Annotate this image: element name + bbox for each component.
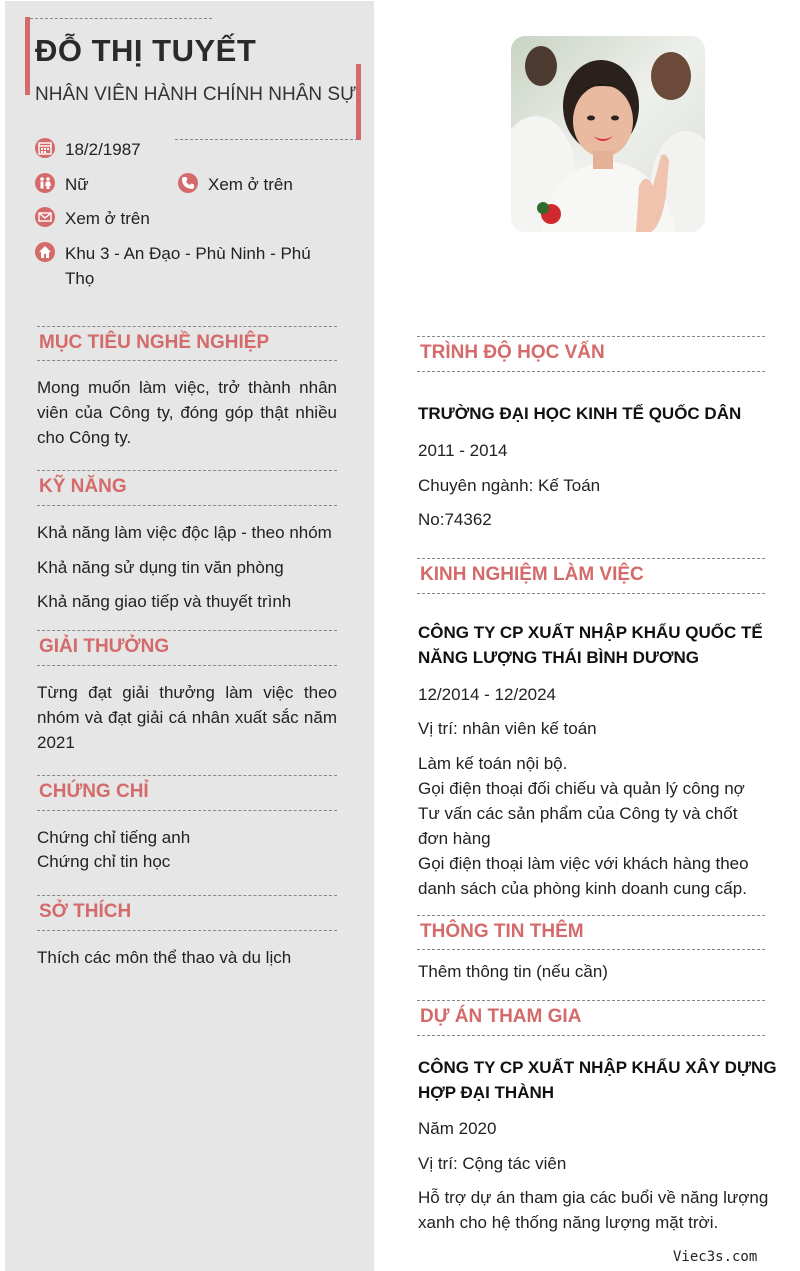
company-line: HỢP ĐẠI THÀNH — [418, 1083, 555, 1102]
experience-company — [418, 620, 763, 670]
projects-heading: DỰ ÁN THAM GIA — [420, 1006, 582, 1027]
additional-heading: THÔNG TIN THÊM — [420, 921, 584, 942]
divider — [37, 930, 337, 931]
divider — [37, 326, 337, 327]
phone-icon — [178, 173, 198, 193]
divider — [417, 1035, 765, 1036]
divider — [37, 360, 337, 361]
divider — [417, 915, 765, 916]
email-value: Xem ở trên — [65, 209, 150, 228]
project-description — [418, 1185, 768, 1235]
divider — [37, 630, 337, 631]
experience-period: 12/2014 - 12/2024 — [418, 685, 557, 704]
objective-line: Mong muốn làm việc, trở thành nhân — [37, 378, 337, 397]
mail-icon — [35, 207, 55, 227]
hobbies-text: Thích các môn thể thao và du lịch — [37, 948, 292, 967]
awards-text — [37, 680, 337, 755]
dob-value: 18/2/1987 — [65, 140, 141, 159]
experience-position: Vị trí: nhân viên kế toán — [418, 719, 597, 738]
skill-item: Khả năng làm việc độc lập - theo nhóm — [37, 523, 332, 542]
education-heading: TRÌNH ĐỘ HỌC VẤN — [420, 342, 605, 363]
objective-text — [37, 375, 337, 450]
header-divider-top — [30, 18, 212, 19]
awards-line: nhóm và đạt giải cá nhân xuất sắc năm — [37, 708, 337, 727]
gender-value: Nữ — [65, 175, 89, 194]
header-accent-bar-right — [356, 64, 361, 140]
divider — [417, 1000, 765, 1001]
divider — [417, 336, 765, 337]
school-name: TRƯỜNG ĐẠI HỌC KINH TẾ QUỐC DÂN — [418, 404, 742, 423]
duty-line: Tư vấn các sản phẩm của Công ty và chốt — [418, 804, 738, 823]
description-line: xanh cho hệ thống năng lượng mặt trời. — [418, 1213, 719, 1232]
company-line: CÔNG TY CP XUẤT NHẬP KHẨU QUỐC TẾ — [418, 623, 763, 642]
divider — [37, 665, 337, 666]
objective-line: cho Công ty. — [37, 428, 132, 447]
description-line: Hỗ trợ dự án tham gia các buổi về năng lượng — [418, 1188, 769, 1207]
site-watermark: Viec3s.com — [673, 1249, 758, 1265]
home-icon — [35, 242, 55, 262]
skills-heading: KỸ NĂNG — [39, 476, 127, 497]
address-line-1: Khu 3 - An Đạo - Phù Ninh - Phú — [65, 244, 311, 263]
company-line: CÔNG TY CP XUẤT NHẬP KHẨU XÂY DỰNG — [418, 1058, 777, 1077]
divider — [417, 371, 765, 372]
divider — [37, 895, 337, 896]
address-line-2: Thọ — [65, 269, 95, 288]
duty-line: Gọi điện thoại đối chiếu và quản lý công nợ — [418, 779, 745, 798]
divider — [37, 470, 337, 471]
candidate-job-title: NHÂN VIÊN HÀNH CHÍNH NHÂN SỰ — [35, 84, 357, 105]
awards-line: 2021 — [37, 733, 75, 752]
awards-line: Từng đạt giải thưởng làm việc theo — [37, 683, 337, 702]
candidate-name: ĐỖ THỊ TUYẾT — [35, 33, 257, 68]
gender-icon — [35, 173, 55, 193]
certificate-item: Chứng chỉ tiếng anh — [37, 828, 191, 847]
divider — [417, 949, 765, 950]
skill-item: Khả năng giao tiếp và thuyết trình — [37, 592, 292, 611]
education-period: 2011 - 2014 — [418, 441, 508, 460]
phone-value: Xem ở trên — [208, 175, 293, 194]
company-line: NĂNG LƯỢNG THÁI BÌNH DƯƠNG — [418, 648, 700, 667]
additional-text: Thêm thông tin (nếu cần) — [418, 962, 608, 981]
objective-heading: MỤC TIÊU NGHỀ NGHIỆP — [39, 332, 270, 353]
divider — [417, 593, 765, 594]
header-accent-bar-left — [25, 17, 30, 95]
project-position: Vị trí: Cộng tác viên — [418, 1154, 567, 1173]
education-number: No:74362 — [418, 510, 492, 529]
skill-item: Khả năng sử dụng tin văn phòng — [37, 558, 284, 577]
divider — [37, 775, 337, 776]
divider — [37, 505, 337, 506]
calendar-icon — [35, 138, 55, 158]
duty-line: Làm kế toán nội bộ. — [418, 754, 568, 773]
duty-line: đơn hàng — [418, 829, 491, 848]
divider — [417, 558, 765, 559]
profile-photo — [511, 36, 705, 232]
project-company — [418, 1055, 777, 1105]
certificates-heading: CHỨNG CHỈ — [39, 781, 149, 802]
duty-line: Gọi điện thoại làm việc với khách hàng theo — [418, 854, 749, 873]
education-major: Chuyên ngành: Kế Toán — [418, 476, 601, 495]
objective-line: viên của Công ty, đóng góp thật nhiều — [37, 403, 337, 422]
duty-line: danh sách của phòng kinh doanh cung cấp. — [418, 879, 747, 898]
hobbies-heading: SỞ THÍCH — [39, 901, 132, 922]
experience-duties — [418, 751, 749, 901]
certificate-item: Chứng chỉ tin học — [37, 852, 171, 871]
experience-heading: KINH NGHIỆM LÀM VIỆC — [420, 564, 644, 585]
awards-heading: GIẢI THƯỞNG — [39, 636, 170, 657]
divider — [37, 810, 337, 811]
header-divider-bottom — [175, 139, 358, 140]
project-year: Năm 2020 — [418, 1119, 497, 1138]
